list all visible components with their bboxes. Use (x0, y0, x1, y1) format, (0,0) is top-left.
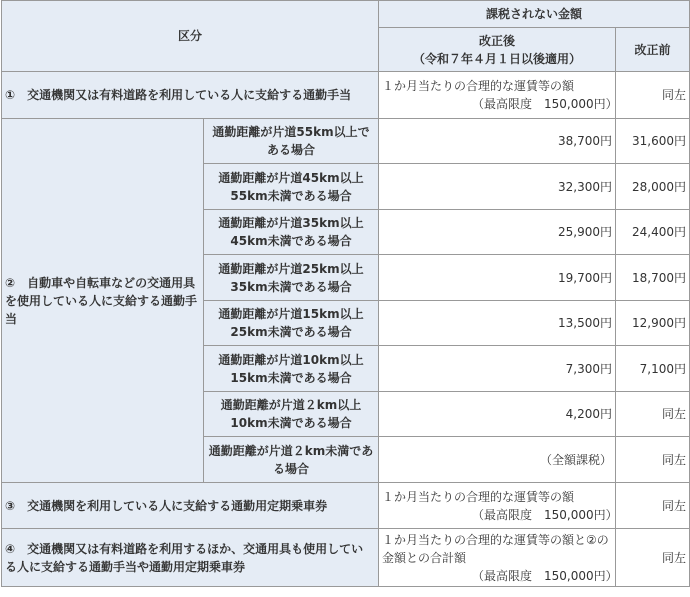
header-after-line2: （令和７年４月１日以後適用） (413, 51, 582, 66)
row4-after (379, 529, 616, 587)
band-before: 同左 (616, 392, 690, 437)
row1-after-line2: （最高限度 150,000円） (472, 97, 618, 111)
header-kubun: 区分 (2, 1, 379, 72)
table-row (2, 529, 690, 587)
row2-category: ② 自動車や自転車などの交通用具を使用している人に支給する通勤手当 (2, 119, 204, 483)
header-nontaxable: 課税されない金額 (379, 1, 690, 28)
row1-after (379, 72, 616, 119)
band-before: 24,400円 (616, 210, 690, 255)
band-before: 同左 (616, 437, 690, 483)
band-before: 7,100円 (616, 346, 690, 392)
row1-after-line1: １か月当たりの合理的な運賃等の額 (382, 79, 575, 93)
band-distance: 通勤距離が片道２km以上10km未満である場合 (204, 392, 379, 437)
row3-after-line2: （最高限度 150,000円） (472, 507, 618, 522)
band-after: 25,900円 (379, 210, 616, 255)
row3-category: ③ 交通機関を利用している人に支給する通勤用定期乗車券 (2, 483, 379, 529)
band-after: 7,300円 (379, 346, 616, 392)
row4-after-line1: １か月当たりの合理的な運賃等の額と②の金額との合計額 (382, 532, 609, 565)
header-after-line1: 改正後 (479, 33, 516, 48)
band-after: 38,700円 (379, 119, 616, 164)
header-before: 改正前 (616, 28, 690, 72)
band-after: 19,700円 (379, 255, 616, 301)
band-after: （全額課税） (379, 437, 616, 483)
band-before: 31,600円 (616, 119, 690, 164)
row1-category: ① 交通機関又は有料道路を利用している人に支給する通勤手当 (2, 72, 379, 119)
band-before: 18,700円 (616, 255, 690, 301)
row4-before: 同左 (616, 529, 690, 587)
table-row (2, 119, 690, 164)
band-distance: 通勤距離が片道15km以上25km未満である場合 (204, 301, 379, 346)
table-row (2, 483, 690, 529)
header-after (379, 28, 616, 72)
band-before: 28,000円 (616, 164, 690, 210)
row4-after-line2: （最高限度 150,000円） (472, 568, 618, 583)
band-distance: 通勤距離が片道10km以上15km未満である場合 (204, 346, 379, 392)
commuting-allowance-table (1, 0, 690, 587)
row3-after (379, 483, 616, 529)
row4-category: ④ 交通機関又は有料道路を利用するほか、交通用具も使用している人に支給する通勤手当や通勤用定期乗車券 (2, 529, 379, 587)
band-distance: 通勤距離が片道25km以上35km未満である場合 (204, 255, 379, 301)
table-row (2, 72, 690, 119)
band-distance: 通勤距離が片道45km以上55km未満である場合 (204, 164, 379, 210)
band-distance: 通勤距離が片道２km未満である場合 (204, 437, 379, 483)
band-after: 32,300円 (379, 164, 616, 210)
row3-before: 同左 (616, 483, 690, 529)
band-distance: 通勤距離が片道55km以上である場合 (204, 119, 379, 164)
band-after: 4,200円 (379, 392, 616, 437)
band-before: 12,900円 (616, 301, 690, 346)
band-after: 13,500円 (379, 301, 616, 346)
row1-before: 同左 (616, 72, 690, 119)
row3-after-line1: １か月当たりの合理的な運賃等の額 (382, 489, 575, 504)
band-distance: 通勤距離が片道35km以上45km未満である場合 (204, 210, 379, 255)
